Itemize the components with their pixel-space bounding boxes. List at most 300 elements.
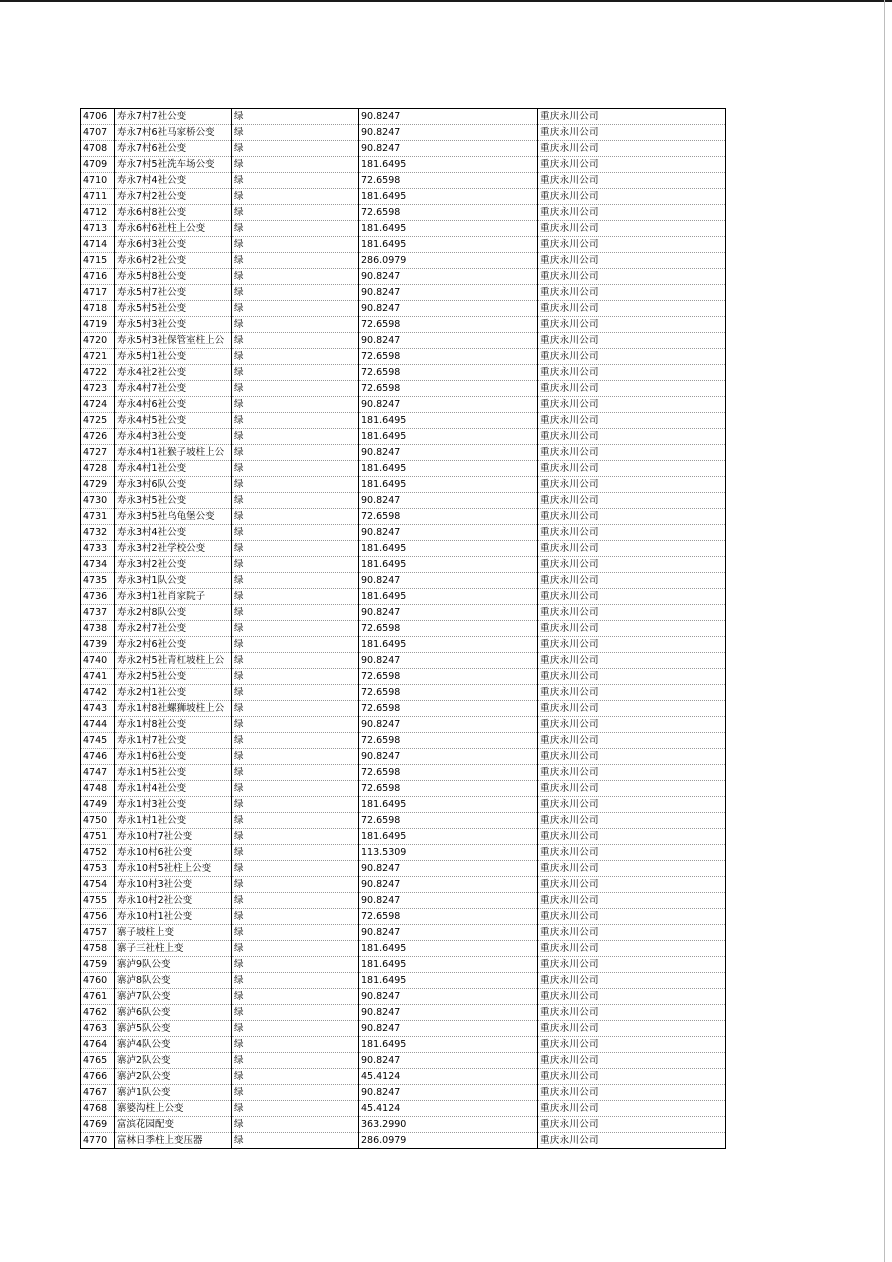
- status-color-cell: 绿: [232, 317, 359, 333]
- row-number-cell: 4739: [81, 637, 115, 653]
- company-name-cell: 重庆永川公司: [538, 1053, 726, 1069]
- company-name-cell: 重庆永川公司: [538, 781, 726, 797]
- table-row: [81, 541, 726, 557]
- status-color-cell: 绿: [232, 957, 359, 973]
- row-number-cell: 4755: [81, 893, 115, 909]
- capacity-value-cell: 90.8247: [359, 493, 538, 509]
- status-color-cell: 绿: [232, 669, 359, 685]
- transformer-name-cell: 寿永3村1社肖家院子: [115, 589, 232, 605]
- status-color-cell: 绿: [232, 109, 359, 125]
- transformer-name-cell: 寿永4村1社猴子坡柱上公: [115, 445, 232, 461]
- capacity-value-cell: 181.6495: [359, 477, 538, 493]
- status-color-cell: 绿: [232, 205, 359, 221]
- status-color-cell: 绿: [232, 1037, 359, 1053]
- row-number-cell: 4710: [81, 173, 115, 189]
- table-row: [81, 637, 726, 653]
- transformer-name-cell: 寨泸4队公变: [115, 1037, 232, 1053]
- capacity-value-cell: 72.6598: [359, 349, 538, 365]
- transformer-name-cell: 富林日季柱上变压器: [115, 1133, 232, 1149]
- status-color-cell: 绿: [232, 541, 359, 557]
- company-name-cell: 重庆永川公司: [538, 573, 726, 589]
- status-color-cell: 绿: [232, 1069, 359, 1085]
- transformer-name-cell: 寿永5村1社公变: [115, 349, 232, 365]
- company-name-cell: 重庆永川公司: [538, 1117, 726, 1133]
- company-name-cell: 重庆永川公司: [538, 701, 726, 717]
- row-number-cell: 4728: [81, 461, 115, 477]
- capacity-value-cell: 72.6598: [359, 173, 538, 189]
- transformer-name-cell: 寿永3村4社公变: [115, 525, 232, 541]
- transformer-name-cell: 寿永1村8社螺狮坡柱上公: [115, 701, 232, 717]
- capacity-value-cell: 286.0979: [359, 1133, 538, 1149]
- company-name-cell: 重庆永川公司: [538, 493, 726, 509]
- capacity-value-cell: 181.6495: [359, 557, 538, 573]
- transformer-name-cell: 寿永1村4社公变: [115, 781, 232, 797]
- row-number-cell: 4715: [81, 253, 115, 269]
- status-color-cell: 绿: [232, 685, 359, 701]
- table-row: [81, 941, 726, 957]
- status-color-cell: 绿: [232, 445, 359, 461]
- status-color-cell: 绿: [232, 237, 359, 253]
- row-number-cell: 4745: [81, 733, 115, 749]
- transformer-name-cell: 寿永1村7社公变: [115, 733, 232, 749]
- transformer-name-cell: 寿永1村1社公变: [115, 813, 232, 829]
- transformer-name-cell: 寿永7村6社马家桥公变: [115, 125, 232, 141]
- capacity-value-cell: 286.0979: [359, 253, 538, 269]
- transformer-name-cell: 寿永7村5社洗车场公变: [115, 157, 232, 173]
- capacity-value-cell: 90.8247: [359, 1005, 538, 1021]
- status-color-cell: 绿: [232, 125, 359, 141]
- table-row: [81, 301, 726, 317]
- row-number-cell: 4748: [81, 781, 115, 797]
- transformer-name-cell: 寿永10村2社公变: [115, 893, 232, 909]
- transformer-name-cell: 寿永5村8社公变: [115, 269, 232, 285]
- row-number-cell: 4762: [81, 1005, 115, 1021]
- company-name-cell: 重庆永川公司: [538, 429, 726, 445]
- capacity-value-cell: 72.6598: [359, 765, 538, 781]
- company-name-cell: 重庆永川公司: [538, 925, 726, 941]
- capacity-value-cell: 181.6495: [359, 973, 538, 989]
- row-number-cell: 4714: [81, 237, 115, 253]
- transformer-name-cell: 寿永7村4社公变: [115, 173, 232, 189]
- company-name-cell: 重庆永川公司: [538, 653, 726, 669]
- status-color-cell: 绿: [232, 525, 359, 541]
- table-row: [81, 397, 726, 413]
- transformer-name-cell: 寿永10村1社公变: [115, 909, 232, 925]
- transformer-name-cell: 寿永4村7社公变: [115, 381, 232, 397]
- transformer-name-cell: 寿永2村8队公变: [115, 605, 232, 621]
- status-color-cell: 绿: [232, 493, 359, 509]
- table-row: [81, 909, 726, 925]
- capacity-value-cell: 90.8247: [359, 1021, 538, 1037]
- transformer-name-cell: 寿永1村5社公变: [115, 765, 232, 781]
- row-number-cell: 4740: [81, 653, 115, 669]
- status-color-cell: 绿: [232, 701, 359, 717]
- row-number-cell: 4721: [81, 349, 115, 365]
- status-color-cell: 绿: [232, 413, 359, 429]
- capacity-value-cell: 72.6598: [359, 909, 538, 925]
- table-row: [81, 701, 726, 717]
- company-name-cell: 重庆永川公司: [538, 893, 726, 909]
- capacity-value-cell: 90.8247: [359, 141, 538, 157]
- transformer-name-cell: 寿永10村7社公变: [115, 829, 232, 845]
- company-name-cell: 重庆永川公司: [538, 717, 726, 733]
- capacity-value-cell: 90.8247: [359, 573, 538, 589]
- company-name-cell: 重庆永川公司: [538, 877, 726, 893]
- capacity-value-cell: 363.2990: [359, 1117, 538, 1133]
- capacity-value-cell: 90.8247: [359, 269, 538, 285]
- company-name-cell: 重庆永川公司: [538, 957, 726, 973]
- transformer-name-cell: 寿永6村2社公变: [115, 253, 232, 269]
- capacity-value-cell: 181.6495: [359, 589, 538, 605]
- company-name-cell: 重庆永川公司: [538, 525, 726, 541]
- table-row: [81, 413, 726, 429]
- table-row: [81, 141, 726, 157]
- table-row: [81, 1069, 726, 1085]
- table-row: [81, 1133, 726, 1149]
- table-row: [81, 1101, 726, 1117]
- status-color-cell: 绿: [232, 173, 359, 189]
- table-row: [81, 109, 726, 125]
- status-color-cell: 绿: [232, 861, 359, 877]
- table-row: [81, 829, 726, 845]
- table-row: [81, 269, 726, 285]
- company-name-cell: 重庆永川公司: [538, 909, 726, 925]
- table-row: [81, 1005, 726, 1021]
- capacity-value-cell: 90.8247: [359, 525, 538, 541]
- transformer-name-cell: 寿永2村5社公变: [115, 669, 232, 685]
- row-number-cell: 4733: [81, 541, 115, 557]
- company-name-cell: 重庆永川公司: [538, 125, 726, 141]
- row-number-cell: 4707: [81, 125, 115, 141]
- table-row: [81, 813, 726, 829]
- status-color-cell: 绿: [232, 269, 359, 285]
- table-row: [81, 157, 726, 173]
- table-row: [81, 493, 726, 509]
- row-number-cell: 4769: [81, 1117, 115, 1133]
- company-name-cell: 重庆永川公司: [538, 941, 726, 957]
- row-number-cell: 4744: [81, 717, 115, 733]
- status-color-cell: 绿: [232, 461, 359, 477]
- status-color-cell: 绿: [232, 1005, 359, 1021]
- status-color-cell: 绿: [232, 253, 359, 269]
- row-number-cell: 4729: [81, 477, 115, 493]
- table-row: [81, 173, 726, 189]
- capacity-value-cell: 181.6495: [359, 797, 538, 813]
- transformer-name-cell: 寿永5村7社公变: [115, 285, 232, 301]
- table-row: [81, 573, 726, 589]
- capacity-value-cell: 72.6598: [359, 733, 538, 749]
- status-color-cell: 绿: [232, 1117, 359, 1133]
- transformer-name-cell: 寿永1村3社公变: [115, 797, 232, 813]
- transformer-name-cell: 寿永5村5社公变: [115, 301, 232, 317]
- capacity-value-cell: 181.6495: [359, 637, 538, 653]
- table-row: [81, 205, 726, 221]
- status-color-cell: 绿: [232, 909, 359, 925]
- table-row: [81, 749, 726, 765]
- status-color-cell: 绿: [232, 157, 359, 173]
- table-row: [81, 861, 726, 877]
- row-number-cell: 4741: [81, 669, 115, 685]
- capacity-value-cell: 72.6598: [359, 205, 538, 221]
- row-number-cell: 4751: [81, 829, 115, 845]
- transformer-name-cell: 寿永4村3社公变: [115, 429, 232, 445]
- company-name-cell: 重庆永川公司: [538, 173, 726, 189]
- table-row: [81, 445, 726, 461]
- transformer-name-cell: 寿永3村1队公变: [115, 573, 232, 589]
- table-row: [81, 653, 726, 669]
- row-number-cell: 4761: [81, 989, 115, 1005]
- capacity-value-cell: 90.8247: [359, 445, 538, 461]
- table-row: [81, 429, 726, 445]
- row-number-cell: 4723: [81, 381, 115, 397]
- transformer-name-cell: 寿永10村5社柱上公变: [115, 861, 232, 877]
- transformer-name-cell: 寿永7村6社公变: [115, 141, 232, 157]
- table-row: [81, 717, 726, 733]
- capacity-value-cell: 181.6495: [359, 541, 538, 557]
- company-name-cell: 重庆永川公司: [538, 589, 726, 605]
- company-name-cell: 重庆永川公司: [538, 605, 726, 621]
- capacity-value-cell: 181.6495: [359, 413, 538, 429]
- status-color-cell: 绿: [232, 605, 359, 621]
- capacity-value-cell: 90.8247: [359, 861, 538, 877]
- transformer-name-cell: 寨泸7队公变: [115, 989, 232, 1005]
- row-number-cell: 4766: [81, 1069, 115, 1085]
- capacity-value-cell: 72.6598: [359, 813, 538, 829]
- transformer-name-cell: 寿永2村7社公变: [115, 621, 232, 637]
- transformer-name-cell: 寿永4社2社公变: [115, 365, 232, 381]
- table-row: [81, 365, 726, 381]
- status-color-cell: 绿: [232, 349, 359, 365]
- row-number-cell: 4737: [81, 605, 115, 621]
- transformer-name-cell: 寿永2村6社公变: [115, 637, 232, 653]
- row-number-cell: 4718: [81, 301, 115, 317]
- transformer-name-cell: 寿永3村6队公变: [115, 477, 232, 493]
- transformer-name-cell: 寨泸6队公变: [115, 1005, 232, 1021]
- company-name-cell: 重庆永川公司: [538, 205, 726, 221]
- transformer-name-cell: 寨泸2队公变: [115, 1053, 232, 1069]
- company-name-cell: 重庆永川公司: [538, 413, 726, 429]
- capacity-value-cell: 72.6598: [359, 781, 538, 797]
- status-color-cell: 绿: [232, 973, 359, 989]
- company-name-cell: 重庆永川公司: [538, 301, 726, 317]
- company-name-cell: 重庆永川公司: [538, 685, 726, 701]
- transformer-name-cell: 寿永4村5社公变: [115, 413, 232, 429]
- company-name-cell: 重庆永川公司: [538, 1133, 726, 1149]
- status-color-cell: 绿: [232, 381, 359, 397]
- status-color-cell: 绿: [232, 653, 359, 669]
- transformer-name-cell: 寿永3村5社公变: [115, 493, 232, 509]
- transformer-name-cell: 寿永1村6社公变: [115, 749, 232, 765]
- company-name-cell: 重庆永川公司: [538, 285, 726, 301]
- transformer-name-cell: 寿永7村2社公变: [115, 189, 232, 205]
- table-row: [81, 509, 726, 525]
- table-row: [81, 333, 726, 349]
- row-number-cell: 4756: [81, 909, 115, 925]
- row-number-cell: 4770: [81, 1133, 115, 1149]
- status-color-cell: 绿: [232, 333, 359, 349]
- capacity-value-cell: 181.6495: [359, 941, 538, 957]
- company-name-cell: 重庆永川公司: [538, 1101, 726, 1117]
- transformer-name-cell: 寿永2村1社公变: [115, 685, 232, 701]
- row-number-cell: 4724: [81, 397, 115, 413]
- status-color-cell: 绿: [232, 1085, 359, 1101]
- table-row: [81, 1037, 726, 1053]
- row-number-cell: 4712: [81, 205, 115, 221]
- row-number-cell: 4719: [81, 317, 115, 333]
- company-name-cell: 重庆永川公司: [538, 477, 726, 493]
- status-color-cell: 绿: [232, 749, 359, 765]
- row-number-cell: 4746: [81, 749, 115, 765]
- row-number-cell: 4716: [81, 269, 115, 285]
- transformer-name-cell: 寿永10村3社公变: [115, 877, 232, 893]
- company-name-cell: 重庆永川公司: [538, 1005, 726, 1021]
- page-right-edge: [884, 0, 885, 1262]
- transformer-name-cell: 寨泸5队公变: [115, 1021, 232, 1037]
- status-color-cell: 绿: [232, 845, 359, 861]
- table-body: [81, 109, 726, 1149]
- company-name-cell: 重庆永川公司: [538, 349, 726, 365]
- capacity-value-cell: 72.6598: [359, 685, 538, 701]
- row-number-cell: 4764: [81, 1037, 115, 1053]
- company-name-cell: 重庆永川公司: [538, 989, 726, 1005]
- capacity-value-cell: 90.8247: [359, 717, 538, 733]
- transformer-name-cell: 寿永6村8社公变: [115, 205, 232, 221]
- row-number-cell: 4725: [81, 413, 115, 429]
- status-color-cell: 绿: [232, 813, 359, 829]
- table-row: [81, 1021, 726, 1037]
- status-color-cell: 绿: [232, 573, 359, 589]
- capacity-value-cell: 181.6495: [359, 429, 538, 445]
- status-color-cell: 绿: [232, 1101, 359, 1117]
- page-top-border: [0, 0, 892, 2]
- row-number-cell: 4706: [81, 109, 115, 125]
- company-name-cell: 重庆永川公司: [538, 749, 726, 765]
- transformer-name-cell: 寿永3村2社公变: [115, 557, 232, 573]
- table-row: [81, 1053, 726, 1069]
- transformer-name-cell: 寨婆沟柱上公变: [115, 1101, 232, 1117]
- company-name-cell: 重庆永川公司: [538, 733, 726, 749]
- table-row: [81, 381, 726, 397]
- transformer-name-cell: 寿永6村3社公变: [115, 237, 232, 253]
- table-row: [81, 781, 726, 797]
- company-name-cell: 重庆永川公司: [538, 845, 726, 861]
- capacity-value-cell: 90.8247: [359, 333, 538, 349]
- status-color-cell: 绿: [232, 221, 359, 237]
- status-color-cell: 绿: [232, 365, 359, 381]
- status-color-cell: 绿: [232, 301, 359, 317]
- table-row: [81, 525, 726, 541]
- capacity-value-cell: 72.6598: [359, 701, 538, 717]
- status-color-cell: 绿: [232, 877, 359, 893]
- row-number-cell: 4726: [81, 429, 115, 445]
- company-name-cell: 重庆永川公司: [538, 541, 726, 557]
- capacity-value-cell: 90.8247: [359, 1085, 538, 1101]
- company-name-cell: 重庆永川公司: [538, 829, 726, 845]
- transformer-name-cell: 寿永5村3社公变: [115, 317, 232, 333]
- company-name-cell: 重庆永川公司: [538, 1069, 726, 1085]
- row-number-cell: 4735: [81, 573, 115, 589]
- company-name-cell: 重庆永川公司: [538, 621, 726, 637]
- table-row: [81, 925, 726, 941]
- row-number-cell: 4763: [81, 1021, 115, 1037]
- capacity-value-cell: 181.6495: [359, 189, 538, 205]
- status-color-cell: 绿: [232, 285, 359, 301]
- row-number-cell: 4736: [81, 589, 115, 605]
- status-color-cell: 绿: [232, 893, 359, 909]
- transformer-name-cell: 寨子三社柱上变: [115, 941, 232, 957]
- table-row: [81, 973, 726, 989]
- capacity-value-cell: 90.8247: [359, 285, 538, 301]
- capacity-value-cell: 181.6495: [359, 461, 538, 477]
- capacity-value-cell: 113.5309: [359, 845, 538, 861]
- capacity-value-cell: 181.6495: [359, 829, 538, 845]
- table-row: [81, 477, 726, 493]
- row-number-cell: 4738: [81, 621, 115, 637]
- capacity-value-cell: 45.4124: [359, 1069, 538, 1085]
- status-color-cell: 绿: [232, 765, 359, 781]
- status-color-cell: 绿: [232, 797, 359, 813]
- row-number-cell: 4765: [81, 1053, 115, 1069]
- row-number-cell: 4742: [81, 685, 115, 701]
- row-number-cell: 4722: [81, 365, 115, 381]
- table-row: [81, 989, 726, 1005]
- table-row: [81, 877, 726, 893]
- transformer-name-cell: 寿永4村6社公变: [115, 397, 232, 413]
- transformer-name-cell: 寿永7村7社公变: [115, 109, 232, 125]
- status-color-cell: 绿: [232, 621, 359, 637]
- company-name-cell: 重庆永川公司: [538, 765, 726, 781]
- transformer-name-cell: 寿永6村6社柱上公变: [115, 221, 232, 237]
- capacity-value-cell: 72.6598: [359, 621, 538, 637]
- company-name-cell: 重庆永川公司: [538, 157, 726, 173]
- status-color-cell: 绿: [232, 733, 359, 749]
- status-color-cell: 绿: [232, 829, 359, 845]
- capacity-value-cell: 72.6598: [359, 509, 538, 525]
- company-name-cell: 重庆永川公司: [538, 1085, 726, 1101]
- capacity-value-cell: 90.8247: [359, 109, 538, 125]
- company-name-cell: 重庆永川公司: [538, 269, 726, 285]
- row-number-cell: 4747: [81, 765, 115, 781]
- company-name-cell: 重庆永川公司: [538, 221, 726, 237]
- transformer-name-cell: 寿永2村5社青杠坡柱上公: [115, 653, 232, 669]
- table-row: [81, 1085, 726, 1101]
- row-number-cell: 4760: [81, 973, 115, 989]
- capacity-value-cell: 72.6598: [359, 381, 538, 397]
- transformer-name-cell: 寿永4村1社公变: [115, 461, 232, 477]
- table-row: [81, 461, 726, 477]
- table-row: [81, 557, 726, 573]
- status-color-cell: 绿: [232, 781, 359, 797]
- row-number-cell: 4732: [81, 525, 115, 541]
- table-row: [81, 285, 726, 301]
- company-name-cell: 重庆永川公司: [538, 397, 726, 413]
- company-name-cell: 重庆永川公司: [538, 557, 726, 573]
- row-number-cell: 4759: [81, 957, 115, 973]
- capacity-value-cell: 90.8247: [359, 397, 538, 413]
- capacity-value-cell: 90.8247: [359, 749, 538, 765]
- company-name-cell: 重庆永川公司: [538, 237, 726, 253]
- capacity-value-cell: 90.8247: [359, 653, 538, 669]
- table-row: [81, 589, 726, 605]
- company-name-cell: 重庆永川公司: [538, 381, 726, 397]
- company-name-cell: 重庆永川公司: [538, 109, 726, 125]
- table-row: [81, 605, 726, 621]
- transformer-name-cell: 寿永3村2社学校公变: [115, 541, 232, 557]
- capacity-value-cell: 90.8247: [359, 1053, 538, 1069]
- capacity-value-cell: 181.6495: [359, 957, 538, 973]
- transformer-name-cell: 寨子坡柱上变: [115, 925, 232, 941]
- capacity-value-cell: 90.8247: [359, 989, 538, 1005]
